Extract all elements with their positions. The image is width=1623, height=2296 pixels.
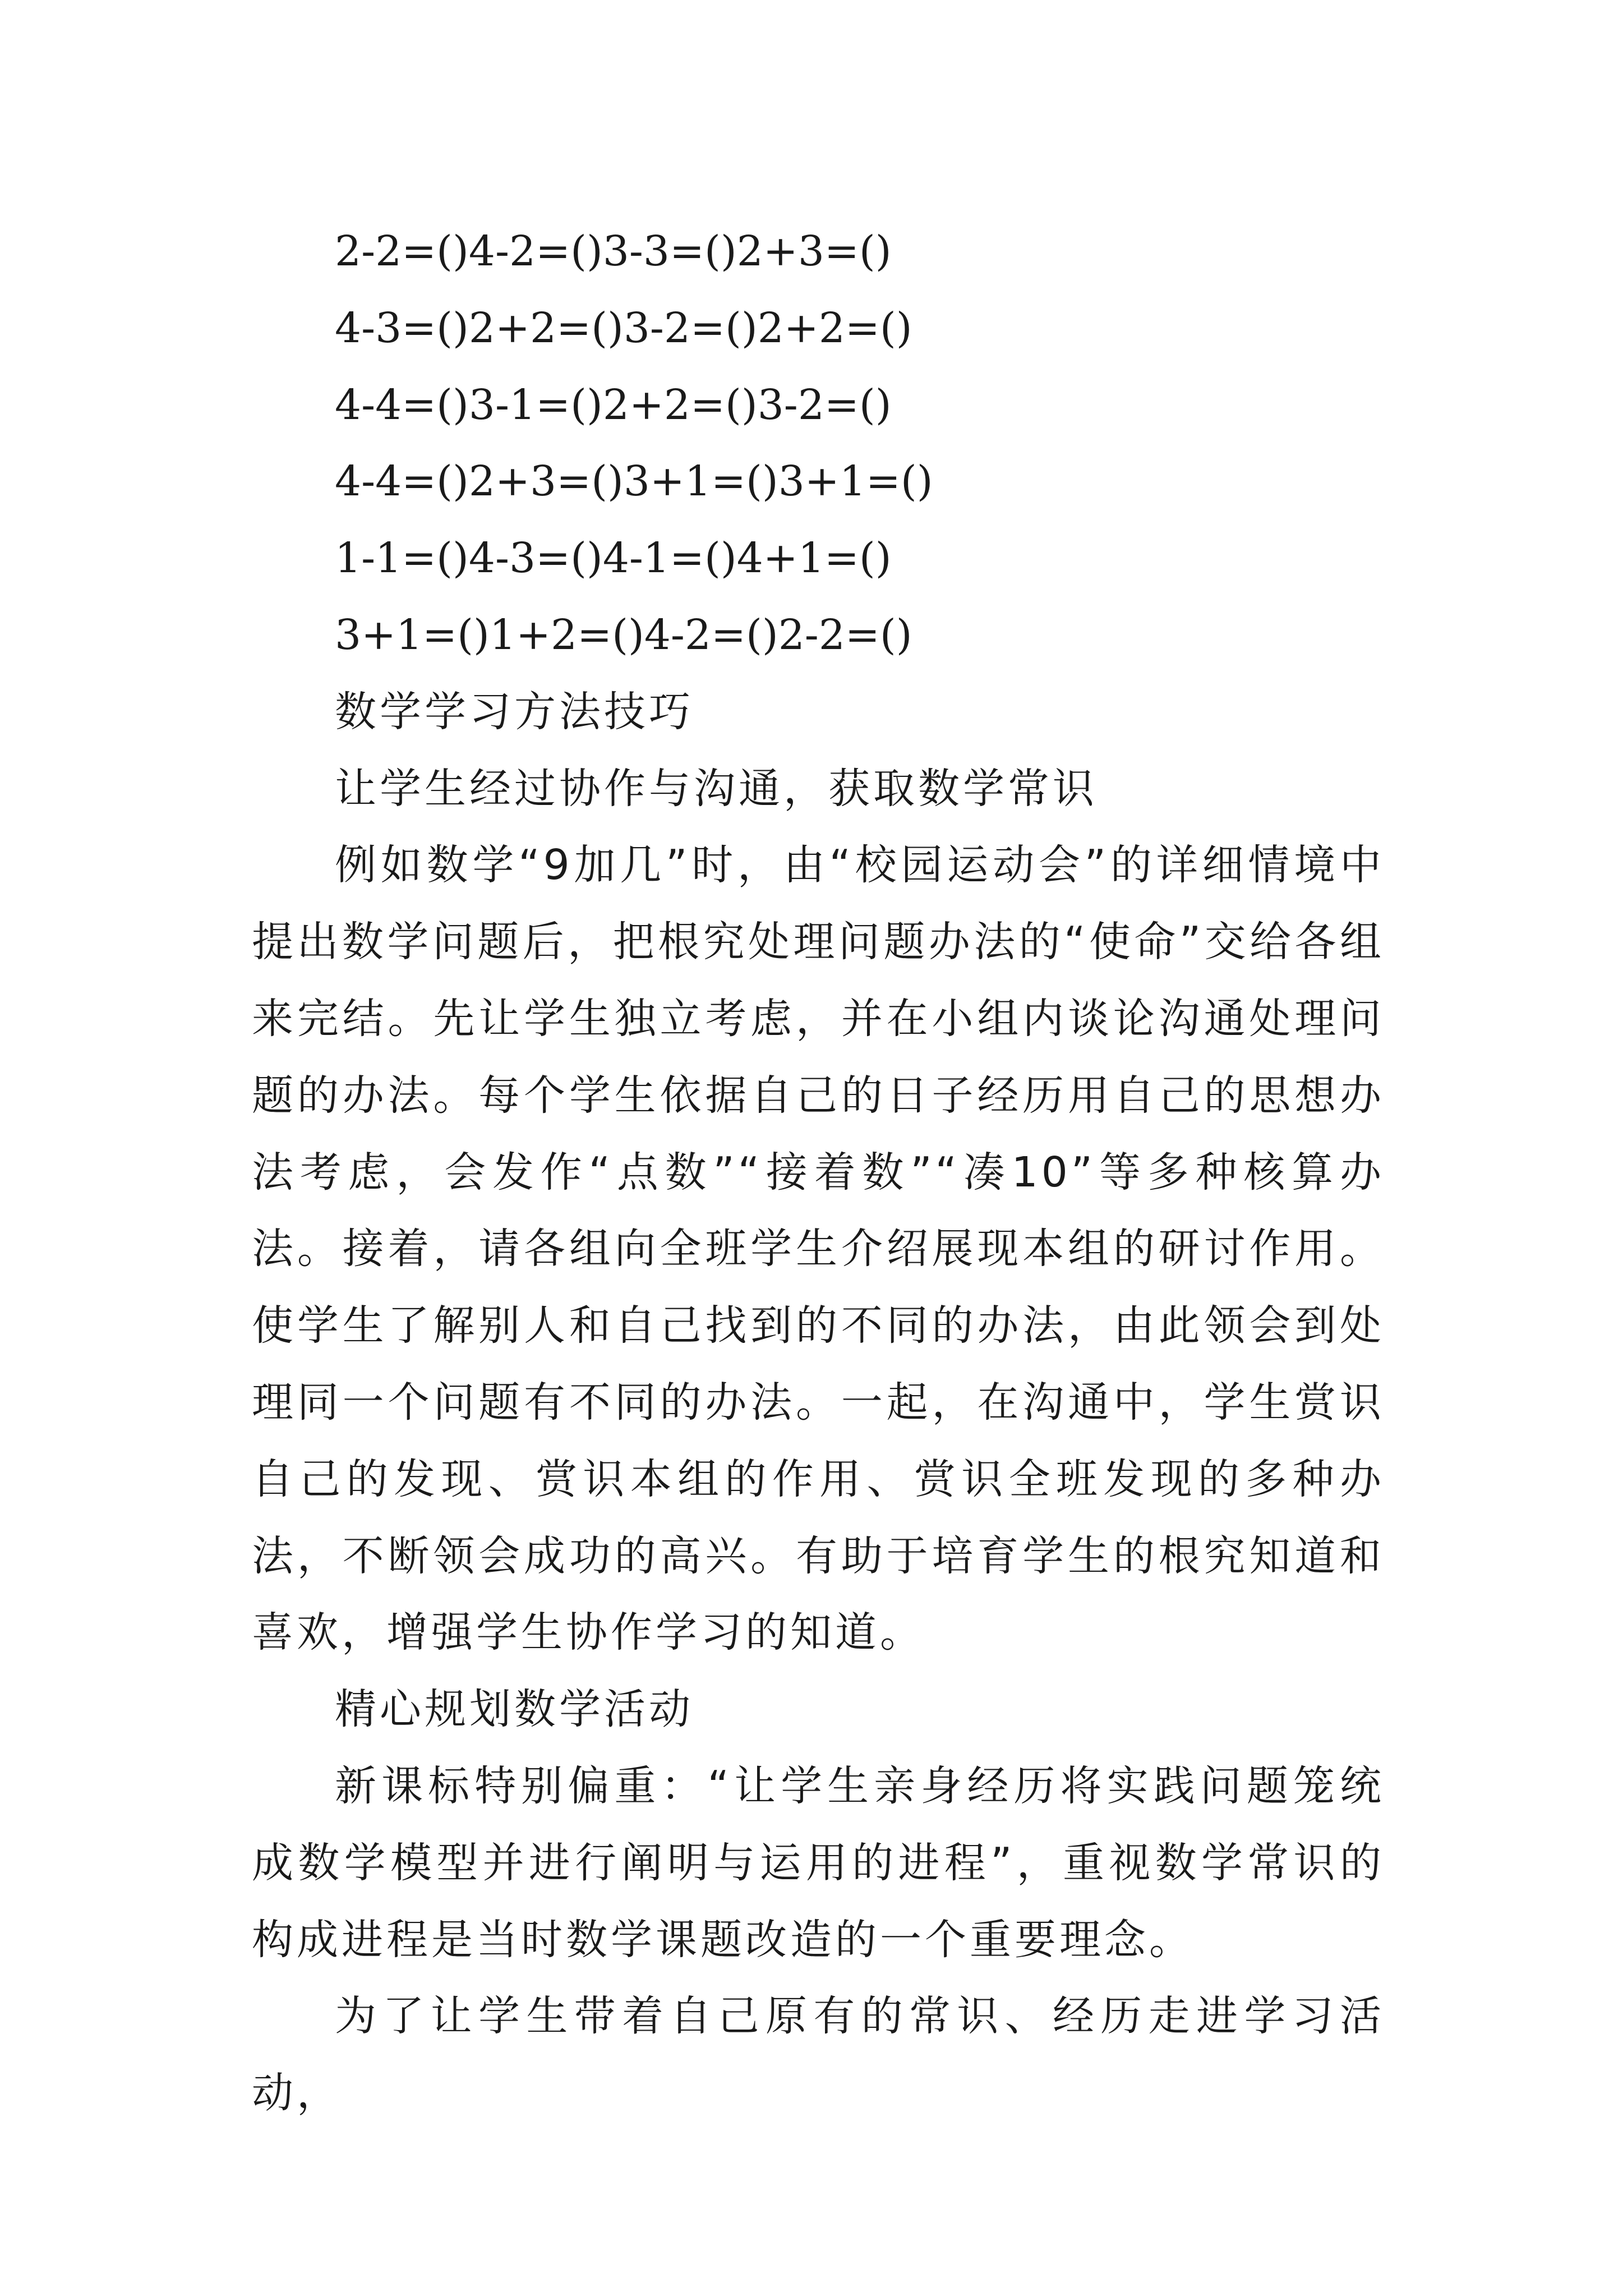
equation-row-1: 2-2=()4-2=()3-3=()2+3=() xyxy=(335,227,892,275)
paragraph-cooperation: 例如数学“9加几”时，由“校园运动会”的详细情境中提出数学问题后，把根究处理问题办法的“使命”交给各组来完结。先让学生独立考虑，并在小组内谈论沟通处理问题的办法。每个学生依据自己的日子经历用自己的思想办法考虑，会发作“点数”“接着数”“凑10”等多种核算办法。接着，请各组向全班学生介绍展现本组的研讨作用。使学生了解别人和自己找到的不同的办法，由此领会到处理同一个问题有不同的办法。一起，在沟通中，学生赏识自己的发现、赏识本组的作用、赏识全班发现的多种办法，不断领会成功的高兴。有助于培育学生的根究知道和喜欢，增强学生协作学习的知道。 xyxy=(252,841,1385,1657)
equation-row-2: 4-3=()2+2=()3-2=()2+2=() xyxy=(335,303,912,352)
subsection-title-cooperation: 让学生经过协作与沟通，获取数学常识 xyxy=(335,764,1098,813)
paragraph-learning-activities: 为了让学生带着自己原有的常识、经历走进学习活动， xyxy=(252,1992,1385,2118)
equation-row-5: 1-1=()4-3=()4-1=()4+1=() xyxy=(335,534,892,583)
section-title: 数学学习方法技巧 xyxy=(335,687,694,736)
equation-row-6: 3+1=()1+2=()4-2=()2-2=() xyxy=(335,610,912,659)
paragraph-new-curriculum: 新课标特别偏重：“让学生亲身经历将实践问题笼统成数学模型并进行阐明与运用的进程”，重视数学常识的构成进程是当时数学课题改造的一个重要理念。 xyxy=(252,1761,1385,1964)
equation-row-3: 4-4=()3-1=()2+2=()3-2=() xyxy=(335,380,892,429)
subsection-title-activities: 精心规划数学活动 xyxy=(335,1685,694,1734)
equation-row-4: 4-4=()2+3=()3+1=()3+1=() xyxy=(335,457,933,506)
document-content xyxy=(252,213,1385,2132)
